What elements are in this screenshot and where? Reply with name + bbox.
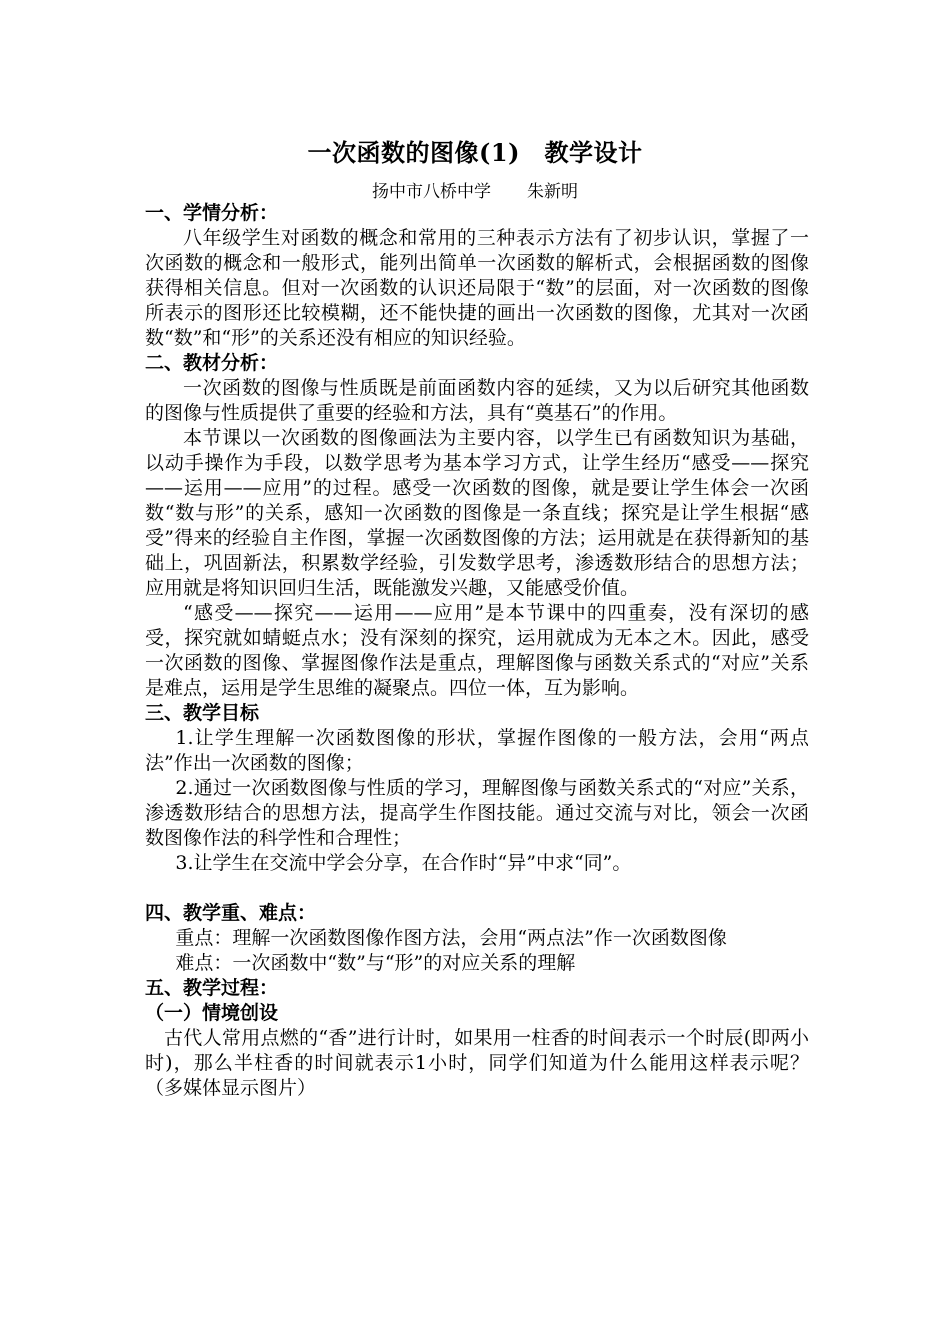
paragraph-scenario: 古代人常用点燃的“香”进行计时，如果用一柱香的时间表示一个时辰(即两小时)，那么半柱香的时间就表示1小时，同学们知道为什么能用这样表示呢？（多媒体显示图片） (145, 1027, 809, 1099)
section-heading-material-analysis: 二、教材分析： (145, 352, 279, 374)
key-point: 重点：理解一次函数图像作图方法，会用“两点法”作一次函数图像 (175, 927, 727, 949)
subsection-heading-scenario: （一）情境创设 (145, 1002, 279, 1024)
section-heading-teaching-goals: 三、教学目标 (145, 702, 260, 724)
school-name: 扬中市八桥中学 (372, 182, 491, 202)
paragraph-material-analysis-1: 一次函数的图像与性质既是前面函数内容的延续，又为以后研究其他函数的图像与性质提供了重要的经验和方法，具有“奠基石”的作用。 (145, 377, 809, 424)
goal-item-1: 1.让学生理解一次函数图像的形状，掌握作图像的一般方法，会用“两点法”作出一次函数的图像； (145, 727, 809, 774)
paragraph-material-analysis-2: 本节课以一次函数的图像画法为主要内容，以学生已有函数知识为基础，以动手操作为手段，以数学思考为基本学习方式，让学生经历“感受——探究——运用——应用”的过程。感受一次函数的图像，就是要让学生体会一次函数“数与形”的关系，感知一次函数的图像是一条直线；探究是让学生根据“感受”得来的经验自主作图，掌握一次函数图像的方法；运用就是在获得新知的基础上，巩固新法，积累数学经验，引发数学思考，渗透数形结合的思想方法；应用就是将知识回归生活，既能激发兴趣，又能感受价值。 (145, 427, 809, 599)
document-title: 一次函数的图像(1) 教学设计 (307, 138, 643, 167)
author-line (0, 177, 950, 202)
paragraph-learner-analysis: 八年级学生对函数的概念和常用的三种表示方法有了初步认识，掌握了一次函数的概念和一般形式，能列出简单一次函数的解析式，会根据函数的图像获得相关信息。但对一次函数的认识还局限于“数”的层面，对一次函数的图像所表示的图形还比较模糊，还不能快捷的画出一次函数的图像，尤其对一次函数“数”和“形”的关系还没有相应的知识经验。 (145, 227, 809, 349)
goal-item-2: 2.通过一次函数图像与性质的学习，理解图像与函数关系式的“对应”关系，渗透数形结合的思想方法，提高学生作图技能。通过交流与对比，领会一次函数图像作法的科学性和合理性； (145, 777, 809, 849)
paragraph-material-analysis-3: “感受——探究——运用——应用”是本节课中的四重奏，没有深切的感受，探究就如蜻蜓点水；没有深刻的探究，运用就成为无本之木。因此，感受一次函数的图像、掌握图像作法是重点，理解图像与函数关系式的“对应”关系是难点，运用是学生思维的凝聚点。四位一体，互为影响。 (145, 602, 809, 699)
goal-item-3: 3.让学生在交流中学会分享，在合作时“异”中求“同”。 (175, 852, 632, 874)
author-name: 朱新明 (527, 182, 578, 202)
document-body (145, 201, 809, 1101)
difficult-point: 难点：一次函数中“数”与“形”的对应关系的理解 (175, 952, 576, 974)
section-heading-key-difficult: 四、教学重、难点： (145, 902, 317, 924)
section-heading-learner-analysis: 一、学情分析： (145, 202, 279, 224)
blank-line (145, 876, 809, 901)
section-heading-teaching-process: 五、教学过程： (145, 977, 279, 999)
